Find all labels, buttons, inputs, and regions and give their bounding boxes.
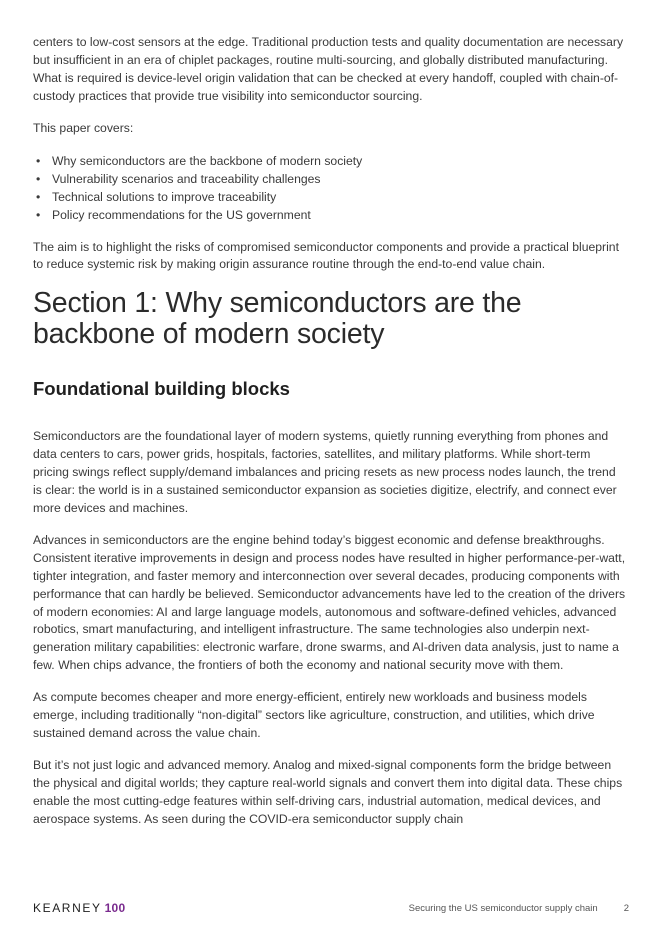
logo-number: 100: [104, 901, 126, 915]
page-number: 2: [623, 902, 629, 914]
list-item: • Technical solutions to improve traceability: [33, 188, 627, 206]
section-subheading: Foundational building blocks: [33, 378, 290, 400]
body-paragraph: As compute becomes cheaper and more energy-efficient, entirely new workloads and business models emerge, including traditionally “non-digital” sectors like agriculture, construction, and utilities, which drive sustained demand across the value chain.: [33, 690, 595, 740]
list-item: • Policy recommendations for the US government: [33, 206, 627, 224]
logo-word: KEARNEY: [33, 901, 102, 915]
covers-label: This paper covers:: [33, 120, 134, 135]
footer-meta: [409, 903, 629, 914]
list-item: • Vulnerability scenarios and traceability challenges: [33, 170, 627, 188]
body-paragraph: But it’s not just logic and advanced memory. Analog and mixed-signal components form the bridge between the physical and digital worlds; they capture real-world signals and convert them into digital data. These chips enable the most cutting-edge features within self-driving cars, industrial automation, medical devices, and aerospace systems. As seen during the COVID-era semiconductor supply chain: [33, 757, 623, 826]
body-paragraph: Semiconductors are the foundational layer of modern systems, quietly running everything from phones and data centers to cars, power grids, hospitals, factories, satellites, and military platforms. While short-term pricing swings reflect supply/demand imbalances and pricing resets as new process nodes launch, the trend is clear: the world is in a sustained semiconductor expansion as societies digitize, electrify, and connect ever more devices and machines.: [33, 429, 617, 515]
kearney-logo: [33, 901, 125, 915]
intro-paragraph: centers to low-cost sensors at the edge. Traditional production tests and quality documentation are necessary but insufficient in an era of chiplet packages, routine multi-sourcing, and globally distributed manufacturing. What is required is device-level origin validation that can be checked at every handoff, coupled with chain-of-custody practices that provide true visibility into semiconductor sourcing.: [33, 35, 624, 103]
page-content: [33, 34, 627, 842]
body-paragraph: Advances in semiconductors are the engine behind today’s biggest economic and defense breakthroughs. Consistent iterative improvements in design and process nodes have resulted in higher performance-per-watt, tighter integration, and faster memory and interconnection over several decades, producing components with performance that can hardly be believed. Semiconductor advancements have led to the creation of the drivers of modern economies: AI and large language models, autonomous and software-defined vehicles, advanced robotics, smart manufacturing, and intelligent infrastructure. The same technologies also underpin next-generation military capabilities: electronic warfare, drone swarms, and AI-driven data analysis, just to name a few. When chips advance, the frontiers of both the economy and national security move with them.: [33, 532, 626, 673]
covers-list: [33, 152, 627, 224]
aim-paragraph: The aim is to highlight the risks of compromised semiconductor components and provide a practical blueprint to reduce systemic risk by making origin assurance routine through the end-to-end value chain.: [33, 239, 619, 272]
section-title: Section 1: Why semiconductors are the backbone of modern society: [33, 287, 522, 351]
list-item: • Why semiconductors are the backbone of modern society: [33, 152, 627, 170]
page-footer: [33, 900, 629, 916]
footer-doc-title: Securing the US semiconductor supply chain: [408, 902, 598, 914]
